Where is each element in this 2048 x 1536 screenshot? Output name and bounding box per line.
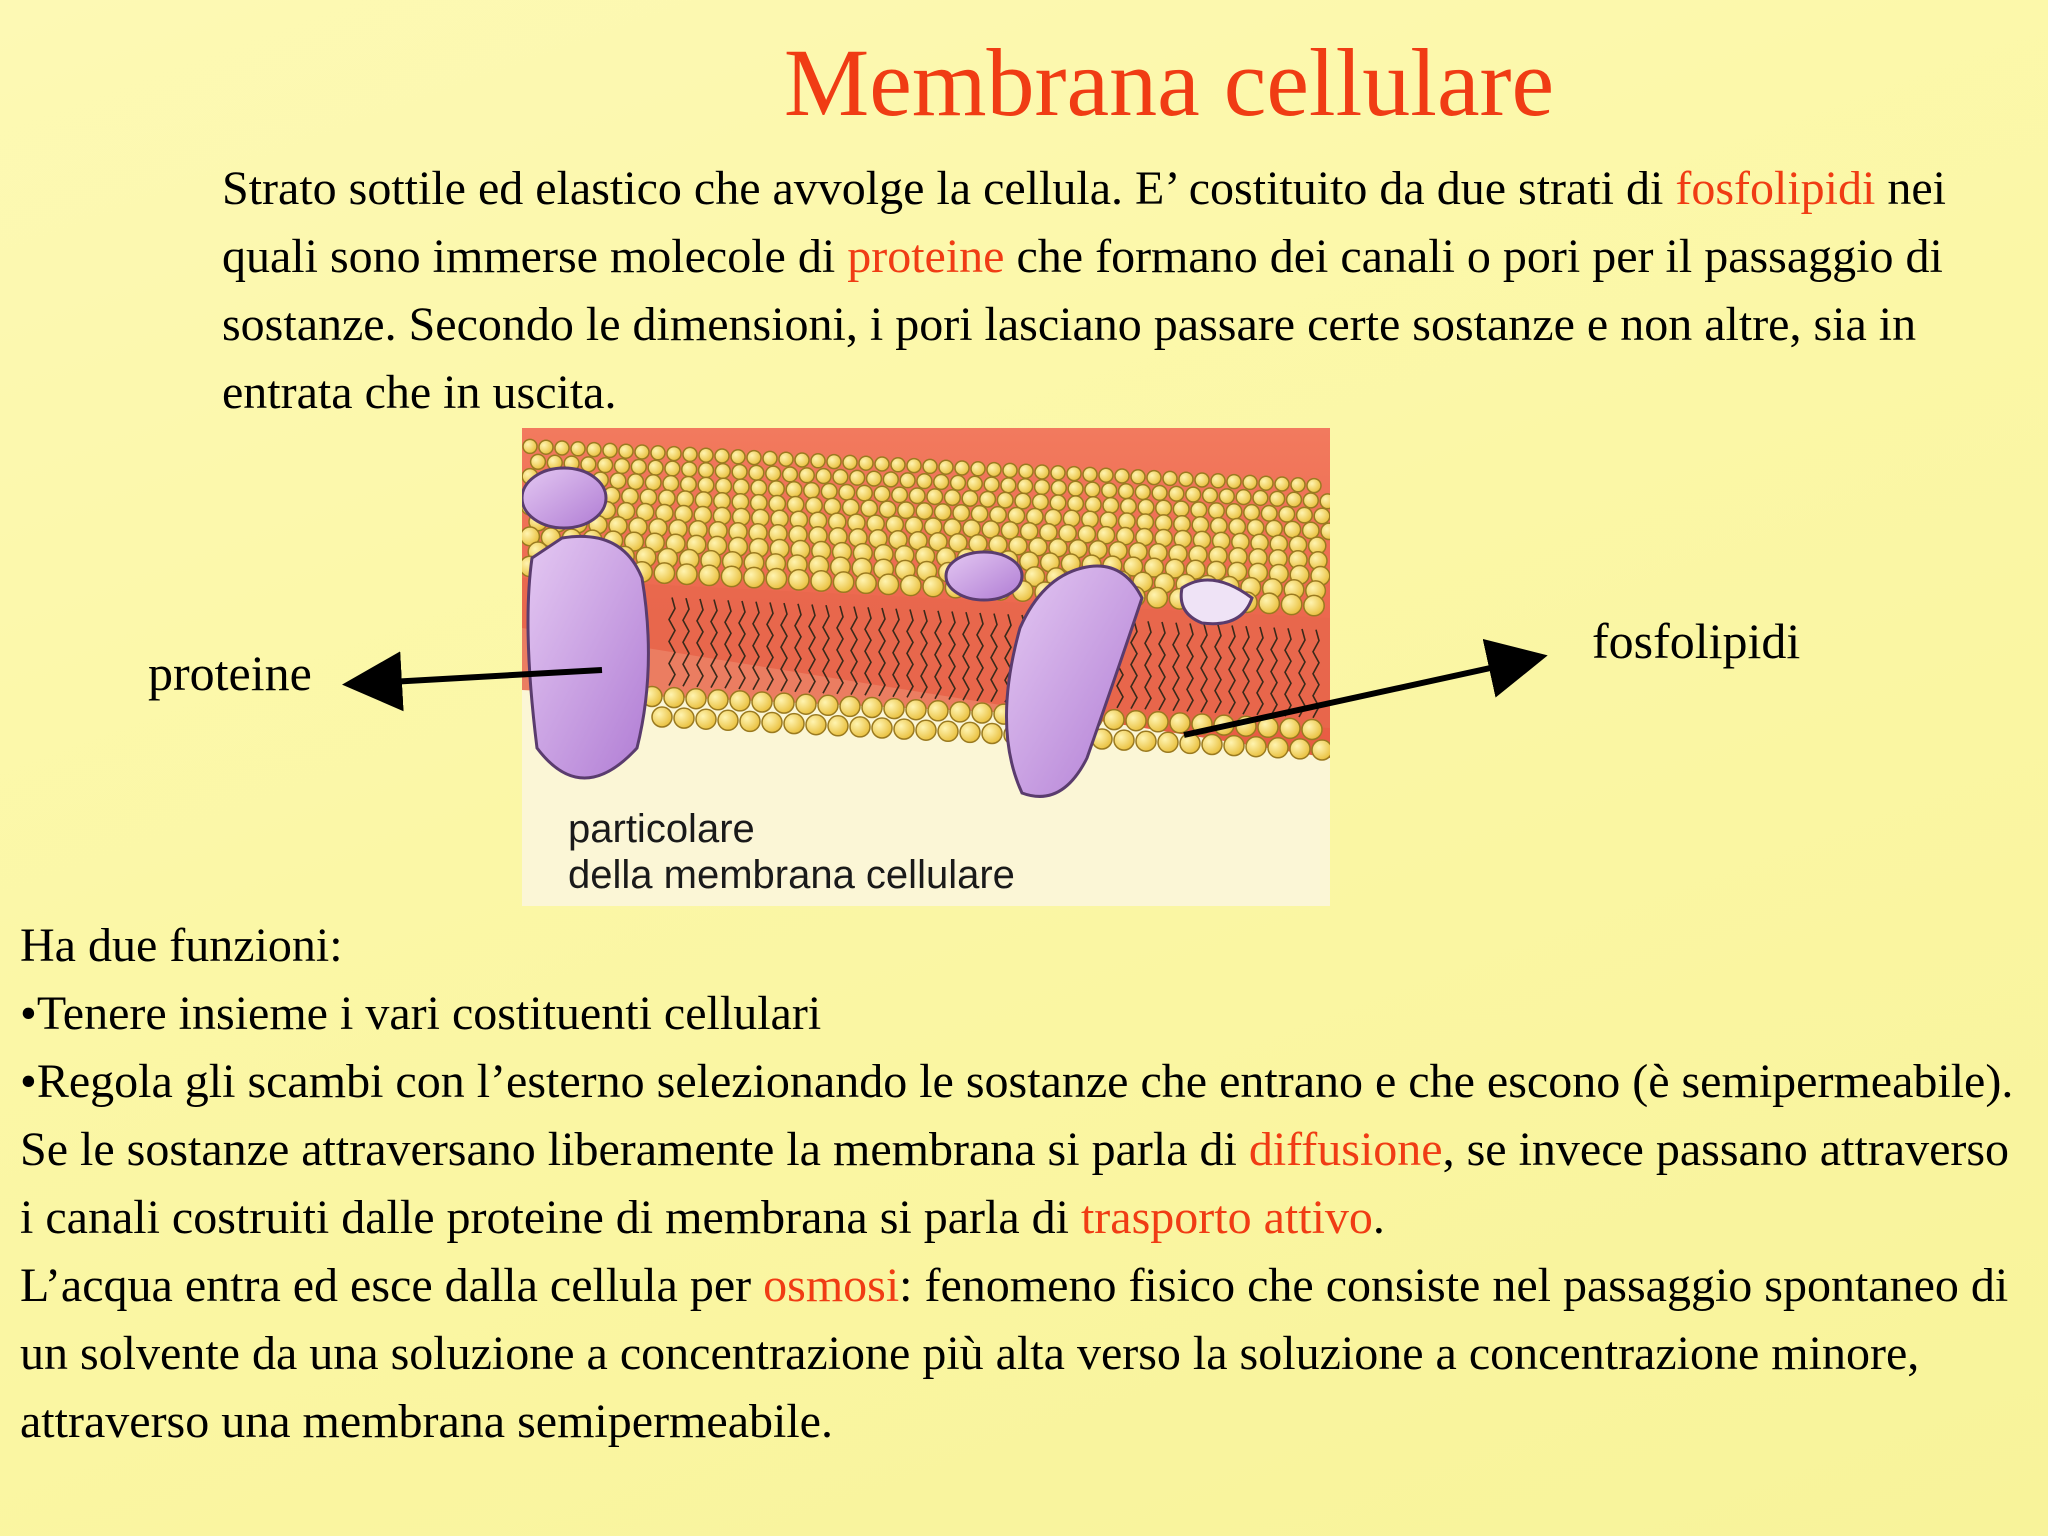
function-item-2: [20, 1048, 2030, 1252]
arrow-to-fosfolipidi: [1184, 658, 1536, 735]
intro-text: nei quali sono immerse molecole di: [222, 162, 1946, 283]
highlight-fosfolipidi: fosfolipidi: [1675, 162, 1876, 215]
bullet: •: [20, 987, 37, 1040]
function-text: , se invece passano attraverso i canali costruiti dalle proteine di membrana si parla di: [20, 1123, 2010, 1244]
functions-intro: Ha due funzioni:: [20, 919, 343, 972]
label-proteine: proteine: [148, 645, 312, 701]
highlight-trasporto-attivo: trasporto attivo: [1080, 1191, 1373, 1244]
page-title: Membrana cellulare: [783, 29, 1555, 136]
function-text: .: [1372, 1191, 1385, 1244]
bullet: •: [20, 1055, 37, 1108]
intro-text: Strato sottile ed elastico che avvolge la cellula. E’ costituito da due strati di: [222, 162, 1676, 215]
highlight-osmosi: osmosi: [763, 1259, 900, 1312]
arrow-to-proteine: [354, 670, 602, 684]
label-fosfolipidi: fosfolipidi: [1592, 613, 1801, 669]
function-text: Tenere insieme i vari costituenti cellulari: [36, 987, 822, 1040]
function-item-1: [20, 980, 2030, 1048]
function-text: Regola gli scambi con l’esterno selezionando le sostanze che entrano e che escono (è semipermeabile). Se le sostanze attraversano liberamente la membrana si parla di: [20, 1055, 2014, 1176]
osmosis-text: : fenomeno fisico che consiste nel passaggio spontaneo di un solvente da una soluzione a concentrazione più alta verso la soluzione a concentrazione minore, attraverso una membrana semipermeabile.: [20, 1259, 2009, 1448]
highlight-diffusione: diffusione: [1248, 1123, 1443, 1176]
functions-text: [20, 912, 2030, 1456]
caption-line: particolare: [568, 807, 755, 851]
caption-line: della membrana cellulare: [568, 853, 1015, 897]
osmosis-paragraph: [20, 1252, 2030, 1456]
intro-text: che formano dei canali o pori per il passaggio di sostanze. Secondo le dimensioni, i pori lasciano passare certe sostanze e non altre, sia in entrata che in uscita.: [222, 230, 1943, 419]
highlight-proteine: proteine: [847, 230, 1005, 283]
osmosis-text: L’acqua entra ed esce dalla cellula per: [20, 1259, 764, 1312]
